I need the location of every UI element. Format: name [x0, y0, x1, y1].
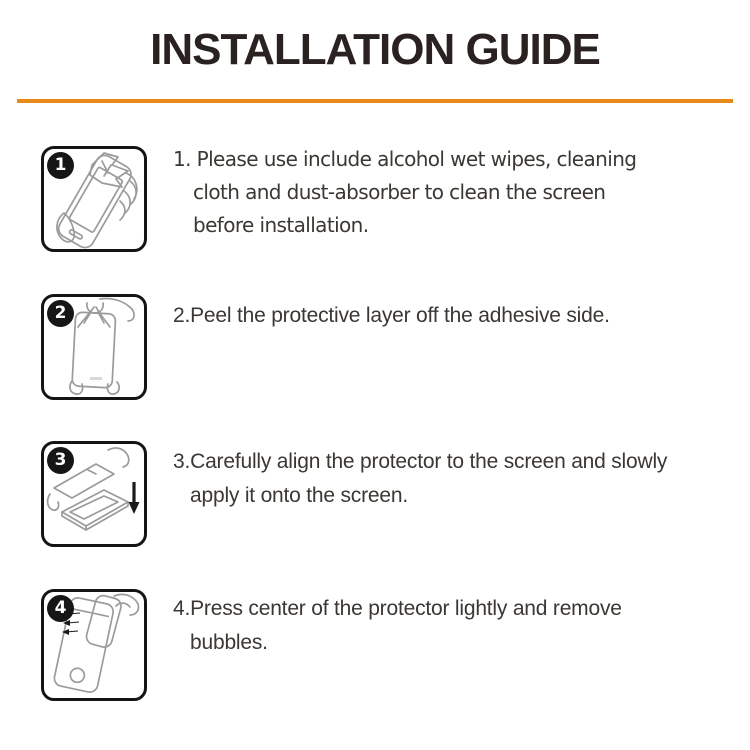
step-4-text [173, 592, 745, 660]
title-divider [17, 99, 733, 103]
step-row-2 [41, 294, 750, 400]
hand-fingers-icon [114, 594, 139, 615]
phone-outline [62, 490, 128, 530]
step-number-badge [47, 595, 74, 622]
step-number: 3 [54, 450, 67, 470]
step-text-line: cloth and dust-absorber to clean the screen [193, 180, 606, 204]
protector-outline [72, 312, 116, 388]
step-1-text [173, 143, 745, 242]
squeegee-icon [85, 594, 123, 649]
step-row-3 [41, 441, 750, 547]
step-text-line: 4.Press center of the protector lightly and remove [173, 597, 622, 620]
step-text-line: 2.Peel the protective layer off the adhesive side. [173, 304, 610, 327]
page-title: INSTALLATION GUIDE [150, 25, 600, 74]
step-number: 1 [54, 155, 67, 175]
step-4-illustration-box [41, 589, 147, 701]
step-row-1 [41, 146, 750, 252]
step-number-badge [47, 152, 74, 179]
step-text-line: before installation. [193, 213, 369, 237]
step-text-line: 1. Please use include alcohol wet wipes, cleaning [173, 147, 637, 171]
step-3-illustration-box [41, 441, 147, 547]
step-text-line: apply it onto the screen. [190, 484, 408, 507]
step-number-badge [47, 447, 74, 474]
step-2-text [173, 299, 745, 333]
step-row-4 [41, 589, 750, 701]
step-2-illustration-box [41, 294, 147, 400]
step-number-badge [47, 300, 74, 327]
film-fold-lines [78, 307, 110, 327]
step-text-line: 3.Carefully align the protector to the screen and slowly [173, 450, 668, 473]
step-text-line: bubbles. [190, 631, 268, 654]
pull-tab [90, 377, 102, 380]
step-number: 2 [54, 303, 67, 323]
step-number: 4 [54, 598, 67, 618]
step-1-illustration-box [41, 146, 147, 252]
down-arrow-icon [129, 482, 140, 514]
step-3-text [173, 445, 745, 513]
